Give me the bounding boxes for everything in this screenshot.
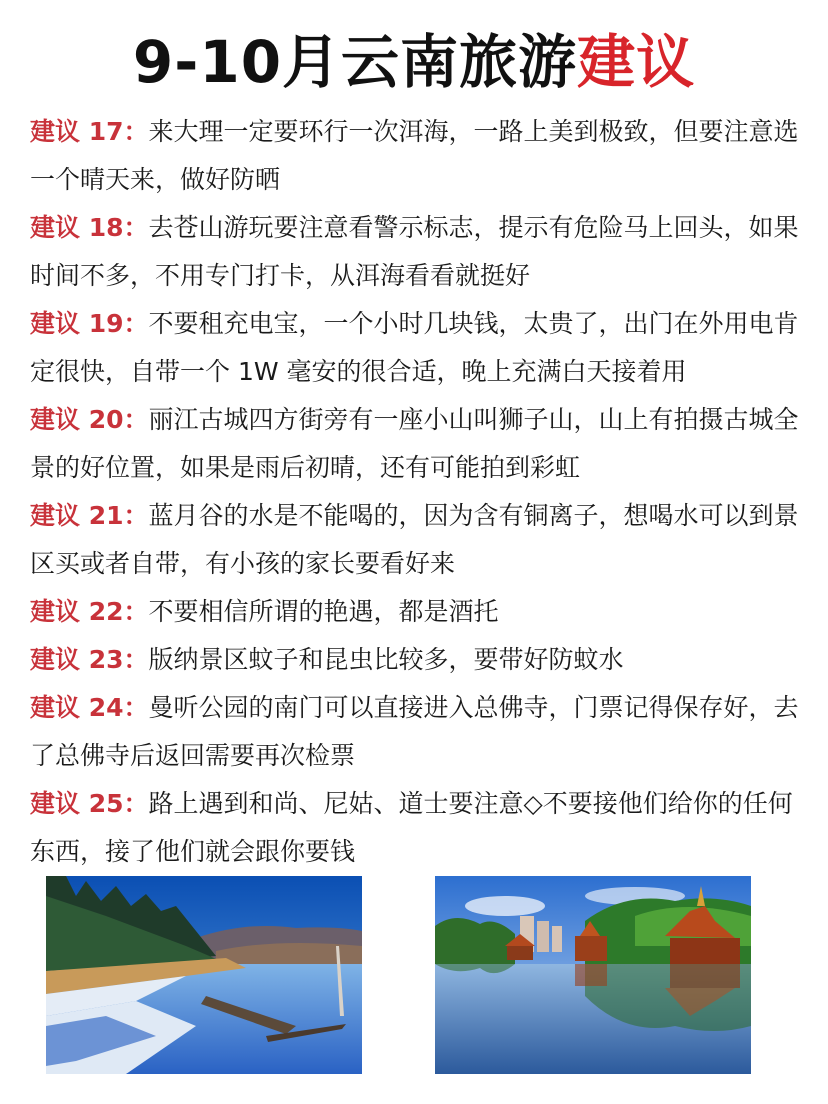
tip-20: 建议 20：丽江古城四方街旁有一座小山叫狮子山，山上有拍摄古城全景的好位置，如果是雨后初晴，还有可能拍到彩虹 [30,405,799,482]
tip-text: 路上遇到和尚、尼姑、道士要注意◇不要接他们给你的任何东西，接了他们就会跟你要钱 [30,789,793,866]
tip-text: 曼听公园的南门可以直接进入总佛寺，门票记得保存好，去了总佛寺后返回需要再次检票 [30,693,799,770]
tip-text: 来大理一定要环行一次洱海，一路上美到极致，但要注意选一个晴天来，做好防晒 [30,117,799,194]
tip-text: 不要租充电宝，一个小时几块钱，太贵了，出门在外用电肯定很快，自带一个 1W 毫安的很合适，晚上充满白天接着用 [30,309,799,386]
title-accent: 建议 [577,28,696,96]
tip-25: 建议 25：路上遇到和尚、尼姑、道士要注意◇不要接他们给你的任何东西，接了他们就会跟你要钱 [30,789,793,866]
tip-text: 不要相信所谓的艳遇，都是酒托 [148,597,499,626]
tip-text: 蓝月谷的水是不能喝的，因为含有铜离子，想喝水可以到景区买或者自带，有小孩的家长要看好来 [30,501,799,578]
tips-list [30,108,806,876]
tip-text: 丽江古城四方街旁有一座小山叫狮子山，山上有拍摄古城全景的好位置，如果是雨后初晴，还有可能拍到彩虹 [30,405,799,482]
tip-label: 建议 23 [30,645,124,674]
tip-label: 建议 25 [30,789,124,818]
tip-19: 建议 19：不要租充电宝，一个小时几块钱，太贵了，出门在外用电肯定很快，自带一个 1W 毫安的很合适，晚上充满白天接着用 [30,309,799,386]
tip-18: 建议 18：去苍山游玩要注意看警示标志，提示有危险马上回头，如果时间不多，不用专门打卡，从洱海看看就挺好 [30,213,799,290]
tip-24: 建议 24：曼听公园的南门可以直接进入总佛寺，门票记得保存好，去了总佛寺后返回需要再次检票 [30,693,799,770]
tip-21: 建议 21：蓝月谷的水是不能喝的，因为含有铜离子，想喝水可以到景区买或者自带，有小孩的家长要看好来 [30,501,799,578]
title-main: 9-10月云南旅游 [132,28,578,96]
lake-forest-photo [46,876,362,1074]
tip-text: 去苍山游玩要注意看警示标志，提示有危险马上回头，如果时间不多，不用专门打卡，从洱海看看就挺好 [30,213,799,290]
tip-label: 建议 21 [30,501,124,530]
temple-lake-photo [435,876,751,1074]
tip-label: 建议 19 [30,309,124,338]
tip-label: 建议 18 [30,213,124,242]
tip-22: 建议 22：不要相信所谓的艳遇，都是酒托 [30,597,499,626]
tip-label: 建议 20 [30,405,124,434]
tip-17: 建议 17：来大理一定要环行一次洱海，一路上美到极致，但要注意选一个晴天来，做好防晒 [30,117,799,194]
page-title [0,22,828,102]
tip-23: 建议 23：版纳景区蚊子和昆虫比较多，要带好防蚊水 [30,645,624,674]
tip-label: 建议 22 [30,597,124,626]
tip-label: 建议 17 [30,117,124,146]
tip-label: 建议 24 [30,693,124,722]
tip-text: 版纳景区蚊子和昆虫比较多，要带好防蚊水 [148,645,624,674]
